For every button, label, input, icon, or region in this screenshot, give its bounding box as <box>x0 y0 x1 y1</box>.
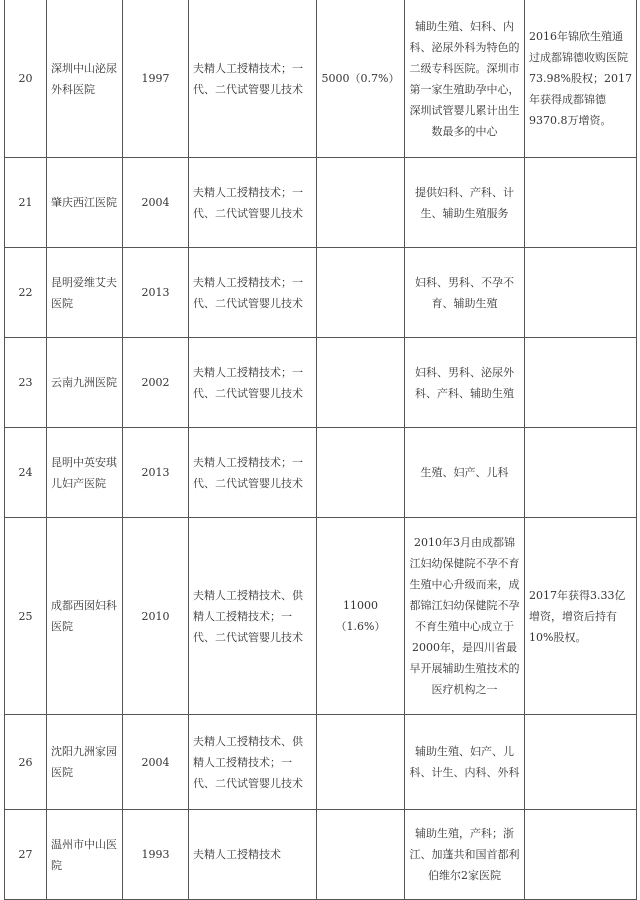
row-index: 27 <box>5 810 47 900</box>
hospital-name: 昆明爱维艾夫医院 <box>47 248 123 338</box>
table-row <box>5 158 637 248</box>
row-index: 26 <box>5 715 47 810</box>
service-scope: 生殖、妇产、儿科 <box>405 428 525 518</box>
founded-year: 2013 <box>123 428 189 518</box>
ownership-note <box>525 338 637 428</box>
service-scope: 妇科、男科、泌尿外科、产科、辅助生殖 <box>405 338 525 428</box>
ownership-note <box>525 428 637 518</box>
hospital-name: 肇庆西江医院 <box>47 158 123 248</box>
table-row <box>5 338 637 428</box>
ownership-note: 2017年获得3.33亿增资，增资后持有10%股权。 <box>525 518 637 715</box>
licensed-technology: 夫精人工授精技术、供精人工授精技术；一代、二代试管婴儿技术 <box>189 715 317 810</box>
hospital-name: 云南九洲医院 <box>47 338 123 428</box>
founded-year: 2002 <box>123 338 189 428</box>
row-index: 21 <box>5 158 47 248</box>
licensed-technology: 夫精人工授精技术；一代、二代试管婴儿技术 <box>189 428 317 518</box>
table-row <box>5 248 637 338</box>
capital-share <box>317 248 405 338</box>
capital-share: 5000（0.7%） <box>317 0 405 158</box>
hospital-name: 沈阳九洲家园医院 <box>47 715 123 810</box>
table-row <box>5 518 637 715</box>
ownership-note <box>525 158 637 248</box>
ownership-note <box>525 715 637 810</box>
capital-share <box>317 715 405 810</box>
hospital-name: 成都西囡妇科医院 <box>47 518 123 715</box>
capital-share <box>317 810 405 900</box>
hospital-name: 温州市中山医院 <box>47 810 123 900</box>
founded-year: 1993 <box>123 810 189 900</box>
founded-year: 2010 <box>123 518 189 715</box>
capital-share <box>317 428 405 518</box>
service-scope: 辅助生殖、妇科、内科、泌尿外科为特色的二级专科医院。深圳市第一家生殖助孕中心，深圳试管婴儿累计出生数最多的中心 <box>405 0 525 158</box>
row-index: 25 <box>5 518 47 715</box>
row-index: 20 <box>5 0 47 158</box>
founded-year: 2004 <box>123 158 189 248</box>
capital-share <box>317 338 405 428</box>
licensed-technology: 夫精人工授精技术；一代、二代试管婴儿技术 <box>189 158 317 248</box>
licensed-technology: 夫精人工授精技术；一代、二代试管婴儿技术 <box>189 0 317 158</box>
licensed-technology: 夫精人工授精技术 <box>189 810 317 900</box>
hospital-name: 深圳中山泌尿外科医院 <box>47 0 123 158</box>
table-row <box>5 428 637 518</box>
founded-year: 2004 <box>123 715 189 810</box>
hospital-table <box>4 0 637 900</box>
capital-share: 11000（1.6%） <box>317 518 405 715</box>
row-index: 23 <box>5 338 47 428</box>
hospital-name: 昆明中英安琪儿妇产医院 <box>47 428 123 518</box>
service-scope: 辅助生殖，产科；浙江、加蓬共和国首都利伯维尔2家医院 <box>405 810 525 900</box>
licensed-technology: 夫精人工授精技术、供精人工授精技术；一代、二代试管婴儿技术 <box>189 518 317 715</box>
row-index: 22 <box>5 248 47 338</box>
table-row <box>5 0 637 158</box>
table-row <box>5 810 637 900</box>
ownership-note <box>525 248 637 338</box>
founded-year: 2013 <box>123 248 189 338</box>
table-row <box>5 715 637 810</box>
licensed-technology: 夫精人工授精技术；一代、二代试管婴儿技术 <box>189 248 317 338</box>
founded-year: 1997 <box>123 0 189 158</box>
row-index: 24 <box>5 428 47 518</box>
ownership-note <box>525 810 637 900</box>
capital-share <box>317 158 405 248</box>
ownership-note: 2016年锦欣生殖通过成都锦德收购医院73.98%股权；2017年获得成都锦德9370.8万增资。 <box>525 0 637 158</box>
service-scope: 辅助生殖、妇产、儿科、计生、内科、外科 <box>405 715 525 810</box>
service-scope: 2010年3月由成都锦江妇幼保健院不孕不育生殖中心升级而来，成都锦江妇幼保健院不孕不育生殖中心成立于2000年，是四川省最早开展辅助生殖技术的医疗机构之一 <box>405 518 525 715</box>
licensed-technology: 夫精人工授精技术；一代、二代试管婴儿技术 <box>189 338 317 428</box>
service-scope: 妇科、男科、不孕不育、辅助生殖 <box>405 248 525 338</box>
service-scope: 提供妇科、产科、计生、辅助生殖服务 <box>405 158 525 248</box>
